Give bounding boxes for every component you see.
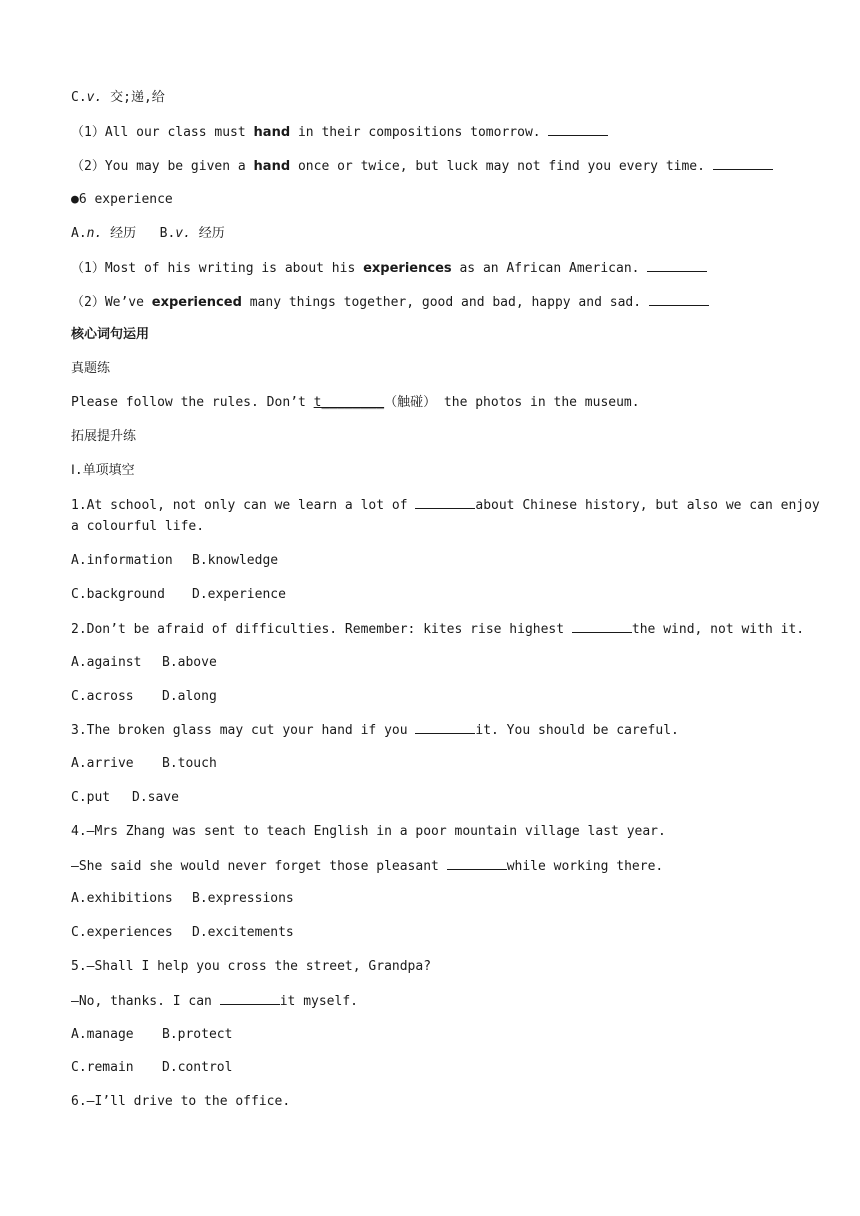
question-4-options-cd xyxy=(71,924,294,942)
part-1-title: Ⅰ.单项填空 xyxy=(71,463,135,478)
question-text: 3.The broken glass may cut your hand if you xyxy=(71,723,416,738)
answer-blank[interactable] xyxy=(647,259,707,272)
option-d[interactable]: D.experience xyxy=(192,587,286,602)
section-title-core: 核心词句运用 xyxy=(71,327,150,342)
question-5-stem-line-2 xyxy=(71,992,358,1011)
option-a[interactable]: A.against xyxy=(71,655,142,670)
question-text: —She said she would never forget those pleasant xyxy=(71,859,447,874)
sense-c-sentence-2 xyxy=(71,157,773,176)
option-a[interactable]: A.information xyxy=(71,553,173,568)
question-2-options-cd xyxy=(71,688,217,706)
option-b[interactable]: B.above xyxy=(162,655,217,670)
question-text: the wind, not with it. xyxy=(631,622,805,637)
question-text: 1.At school, not only can we learn a lot of xyxy=(71,498,416,513)
question-text: it myself. xyxy=(279,994,358,1009)
answer-blank[interactable] xyxy=(447,857,507,870)
sentence-text: （1）All our class must xyxy=(71,125,254,140)
option-a[interactable]: A.manage xyxy=(71,1027,134,1042)
question-3-stem xyxy=(71,721,679,740)
question-text: it. You should be careful. xyxy=(475,723,679,738)
sense-a-prefix: A. xyxy=(71,226,87,241)
question-3-options-cd xyxy=(71,789,179,807)
option-d[interactable]: D.control xyxy=(162,1060,233,1075)
section-title-real: 真题练 xyxy=(71,361,111,376)
sense-c-meaning: 交;递,给 xyxy=(102,90,165,105)
sentence-text: （2）You may be given a xyxy=(71,159,254,174)
option-b[interactable]: B.expressions xyxy=(192,891,294,906)
sentence-text: as an African American. xyxy=(451,261,648,276)
option-d[interactable]: D.along xyxy=(162,689,217,704)
question-4-options-ab xyxy=(71,890,294,908)
question-1-stem xyxy=(71,496,820,515)
keyword: experienced xyxy=(151,295,242,310)
word-item-6: ●6 experience xyxy=(71,192,173,207)
keyword: hand xyxy=(253,125,291,140)
question-5-options-cd xyxy=(71,1059,232,1077)
answer-blank[interactable]: t________ xyxy=(313,395,385,410)
answer-blank[interactable] xyxy=(572,620,632,633)
question-1-stem-line-2: a colourful life. xyxy=(71,519,205,534)
question-1-options-cd xyxy=(71,586,286,604)
option-c[interactable]: C.experiences xyxy=(71,925,173,940)
keyword: hand xyxy=(253,159,291,174)
question-2-stem xyxy=(71,620,804,639)
question-text: —No, thanks. I can xyxy=(71,994,220,1009)
answer-blank[interactable] xyxy=(220,992,280,1005)
sentence-text: （2）We’ve xyxy=(71,295,152,310)
sense-b-meaning: 经历 xyxy=(190,226,225,241)
answer-blank[interactable] xyxy=(713,157,773,170)
option-b[interactable]: B.touch xyxy=(162,756,217,771)
answer-blank[interactable] xyxy=(415,496,475,509)
sentence-text: once or twice, but luck may not find you every time. xyxy=(290,159,713,174)
word-item-6-sentence-1 xyxy=(71,259,707,278)
question-4-stem-line-2 xyxy=(71,857,663,876)
word-item-6-sentence-2 xyxy=(71,293,709,312)
answer-blank[interactable] xyxy=(548,123,608,136)
sentence-text: in their compositions tomorrow. xyxy=(290,125,549,140)
real-question xyxy=(71,394,640,412)
question-5-options-ab xyxy=(71,1026,232,1044)
option-c[interactable]: C.background xyxy=(71,587,165,602)
sense-c-heading xyxy=(71,89,165,107)
sense-c-prefix: C. xyxy=(71,90,87,105)
question-3-options-ab xyxy=(71,755,217,773)
option-d[interactable]: D.excitements xyxy=(192,925,294,940)
option-a[interactable]: A.arrive xyxy=(71,756,134,771)
question-text: 2.Don’t be afraid of difficulties. Remember: kites rise highest xyxy=(71,622,572,637)
word-item-6-senses xyxy=(71,225,225,243)
question-6-stem: 6.—I’ll drive to the office. xyxy=(71,1094,291,1109)
option-c[interactable]: C.across xyxy=(71,689,134,704)
sense-c-pos: v. xyxy=(86,90,103,105)
sentence-text: many things together, good and bad, happy and sad. xyxy=(241,295,649,310)
sense-b-pos: v. xyxy=(175,226,191,241)
question-2-options-ab xyxy=(71,654,217,672)
option-c[interactable]: C.remain xyxy=(71,1060,134,1075)
option-a[interactable]: A.exhibitions xyxy=(71,891,173,906)
question-5-stem: 5.—Shall I help you cross the street, Grandpa? xyxy=(71,959,432,974)
question-4-stem: 4.—Mrs Zhang was sent to teach English in a poor mountain village last year. xyxy=(71,824,666,839)
question-text: about Chinese history, but also we can enjoy xyxy=(475,498,820,513)
sense-a-meaning: 经历 B. xyxy=(102,226,176,241)
question-text: while working there. xyxy=(506,859,664,874)
option-c[interactable]: C.put xyxy=(71,790,111,805)
answer-blank[interactable] xyxy=(415,721,475,734)
sense-a-pos: n. xyxy=(86,226,103,241)
question-1-options-ab xyxy=(71,552,278,570)
keyword: experiences xyxy=(363,261,452,276)
option-d[interactable]: D.save xyxy=(132,790,179,805)
option-b[interactable]: B.protect xyxy=(162,1027,233,1042)
question-text: （触碰） the photos in the museum. xyxy=(384,395,640,410)
section-title-extension: 拓展提升练 xyxy=(71,429,137,444)
sentence-text: （1）Most of his writing is about his xyxy=(71,261,364,276)
sense-c-sentence-1 xyxy=(71,123,608,142)
answer-blank[interactable] xyxy=(649,293,709,306)
option-b[interactable]: B.knowledge xyxy=(192,553,279,568)
question-text: Please follow the rules. Don’t xyxy=(71,395,314,410)
